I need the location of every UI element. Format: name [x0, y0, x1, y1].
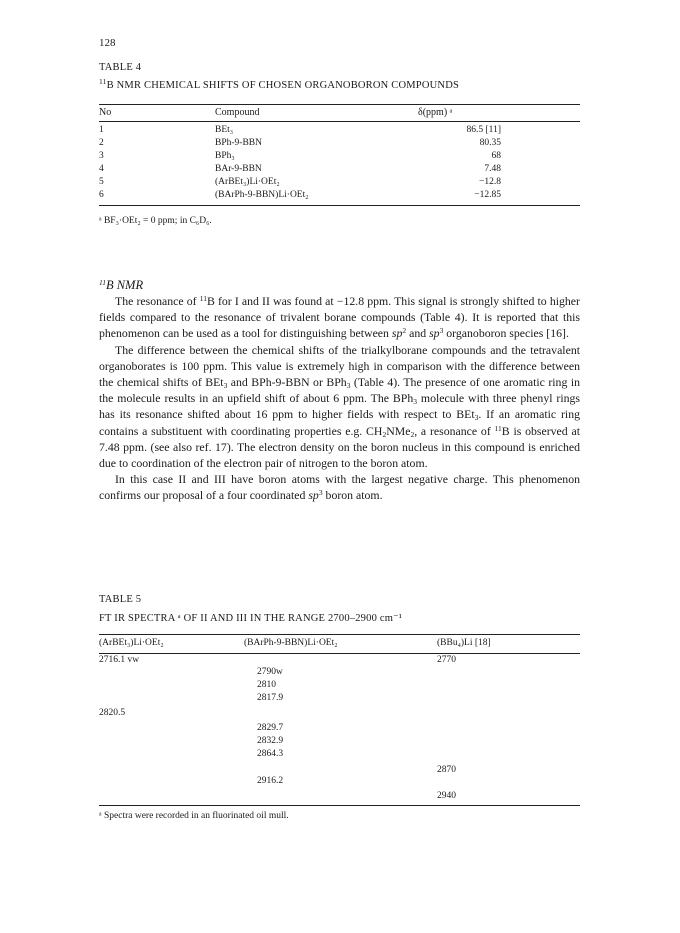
- table4-title-text: B NMR CHEMICAL SHIFTS OF CHOSEN ORGANOBORON COMPOUNDS: [106, 80, 460, 91]
- body-text: [99, 293, 580, 504]
- table5-cell: 2716.1 vw: [99, 655, 140, 665]
- table4-title: [99, 77, 460, 91]
- table5-title: FT IR SPECTRA ᵃ OF II AND III IN THE RANGE 2700–2900 cm⁻¹: [99, 613, 403, 624]
- table4-header-compound: Compound: [215, 107, 260, 118]
- table4-caption: TABLE 4: [99, 62, 142, 73]
- table-row: [99, 125, 580, 136]
- table4-bottom-rule: [99, 205, 580, 206]
- table5-footnote: ᵃ Spectra were recorded in an fluorinated oil mull.: [99, 811, 289, 821]
- row-no: 2: [99, 138, 104, 148]
- page-number: 128: [99, 37, 116, 49]
- table4-footnote: ᵃ BF₃·OEt₂ = 0 ppm; in C₆D₆.: [99, 216, 212, 226]
- table5-cell: 2870: [437, 765, 456, 775]
- table5-cell: 2864.3: [257, 749, 284, 759]
- table-row: [99, 190, 580, 201]
- table5-cell: 2820.5: [99, 708, 126, 718]
- table4-header-no: No: [99, 107, 112, 118]
- section-heading: [99, 278, 143, 293]
- section-heading-sup: 11: [99, 278, 106, 287]
- table4-header-shift: δ(ppm) ᵃ: [418, 107, 453, 118]
- row-compound: (ArBEt₃)Li·OEt₂: [215, 177, 280, 187]
- section-heading-text: B NMR: [105, 278, 144, 292]
- row-compound: BEt₃: [215, 125, 234, 135]
- table-row: [99, 138, 580, 149]
- paragraph: The resonance of $^{11}$B for I and II was found at −12.8 ppm. This signal is strongly shifted to higher fields compared to the resonance of trivalent borane compounds (Table 4). It is reported that this phenomenon can be used as a tool for distinguishing between $sp^2$ and $sp^3$ organoboron species [16].: [99, 294, 580, 341]
- row-no: 4: [99, 164, 104, 174]
- row-no: 3: [99, 151, 104, 161]
- row-no: 5: [99, 177, 104, 187]
- row-shift: 86.5 [11]: [466, 125, 501, 135]
- table5-cell: 2829.7: [257, 723, 284, 733]
- row-no: 1: [99, 125, 104, 135]
- table5-cell: 2940: [437, 791, 456, 801]
- table-row: [99, 164, 580, 175]
- table-row: [99, 151, 580, 162]
- row-compound: BAr-9-BBN: [215, 164, 262, 174]
- paragraph: The difference between the chemical shifts of the trialkylborane compounds and the tetravalent organoborates is 100 ppm. This value is extremely high in comparison with the difference between the chemical shifts of BEt$_3$ and BPh-9-BBN or BPh$_3$ (Table 4). The presence of one aromatic ring in the molecule results in an upfield shift of about 6 ppm. The BPh$_3$ molecule with three phenyl rings has its resonance shifted about 16 ppm to higher fields with respect to BEt$_3$. If an aromatic ring contains a substituent with coordinating properties e.g. $CH_2NMe_2$, a resonance of $^{11}$B is observed at 7.48 ppm. (see also ref. 17). The electron density on the boron nucleus in this compound is enriched due to coordination of the electron pair of nitrogen to the boron atom.: [99, 342, 581, 471]
- table5-cell: 2790w: [257, 667, 283, 677]
- row-compound: BPh-9-BBN: [215, 138, 262, 148]
- table5-header-col3: (BBu₄)Li [18]: [437, 638, 491, 648]
- row-shift: −12.85: [474, 190, 501, 200]
- row-no: 6: [99, 190, 104, 200]
- table5-header-col2: (BArPh-9-BBN)Li·OEt₂: [244, 638, 338, 648]
- table5-header-col1: (ArBEt₃)Li·OEt₂: [99, 638, 164, 648]
- row-shift: 7.48: [484, 164, 501, 174]
- table4-header-rule: [99, 121, 580, 122]
- row-shift: 80.35: [479, 138, 501, 148]
- table5-top-rule: [99, 634, 580, 635]
- table5-cell: 2832.9: [257, 736, 284, 746]
- table5-cell: 2817.9: [257, 693, 284, 703]
- table5-cell: 2916.2: [257, 776, 284, 786]
- table-row: [99, 177, 580, 188]
- table4-title-sup: 11: [99, 77, 107, 86]
- table5-bottom-rule: [99, 805, 580, 806]
- row-shift: −12.8: [479, 177, 501, 187]
- table5-header-rule: [99, 653, 580, 654]
- row-compound: (BArPh-9-BBN)Li·OEt₂: [215, 190, 309, 200]
- table5-cell: 2810: [257, 680, 276, 690]
- paragraph: In this case II and III have boron atoms with the largest negative charge. This phenomenon confirms our proposal of a four coordinated $sp^3$ boron atom.: [99, 472, 580, 503]
- row-compound: BPh₃: [215, 151, 235, 161]
- table5-caption: TABLE 5: [99, 594, 142, 605]
- table4-top-rule: [99, 104, 580, 105]
- table5-cell: 2770: [437, 655, 456, 665]
- row-shift: 68: [491, 151, 501, 161]
